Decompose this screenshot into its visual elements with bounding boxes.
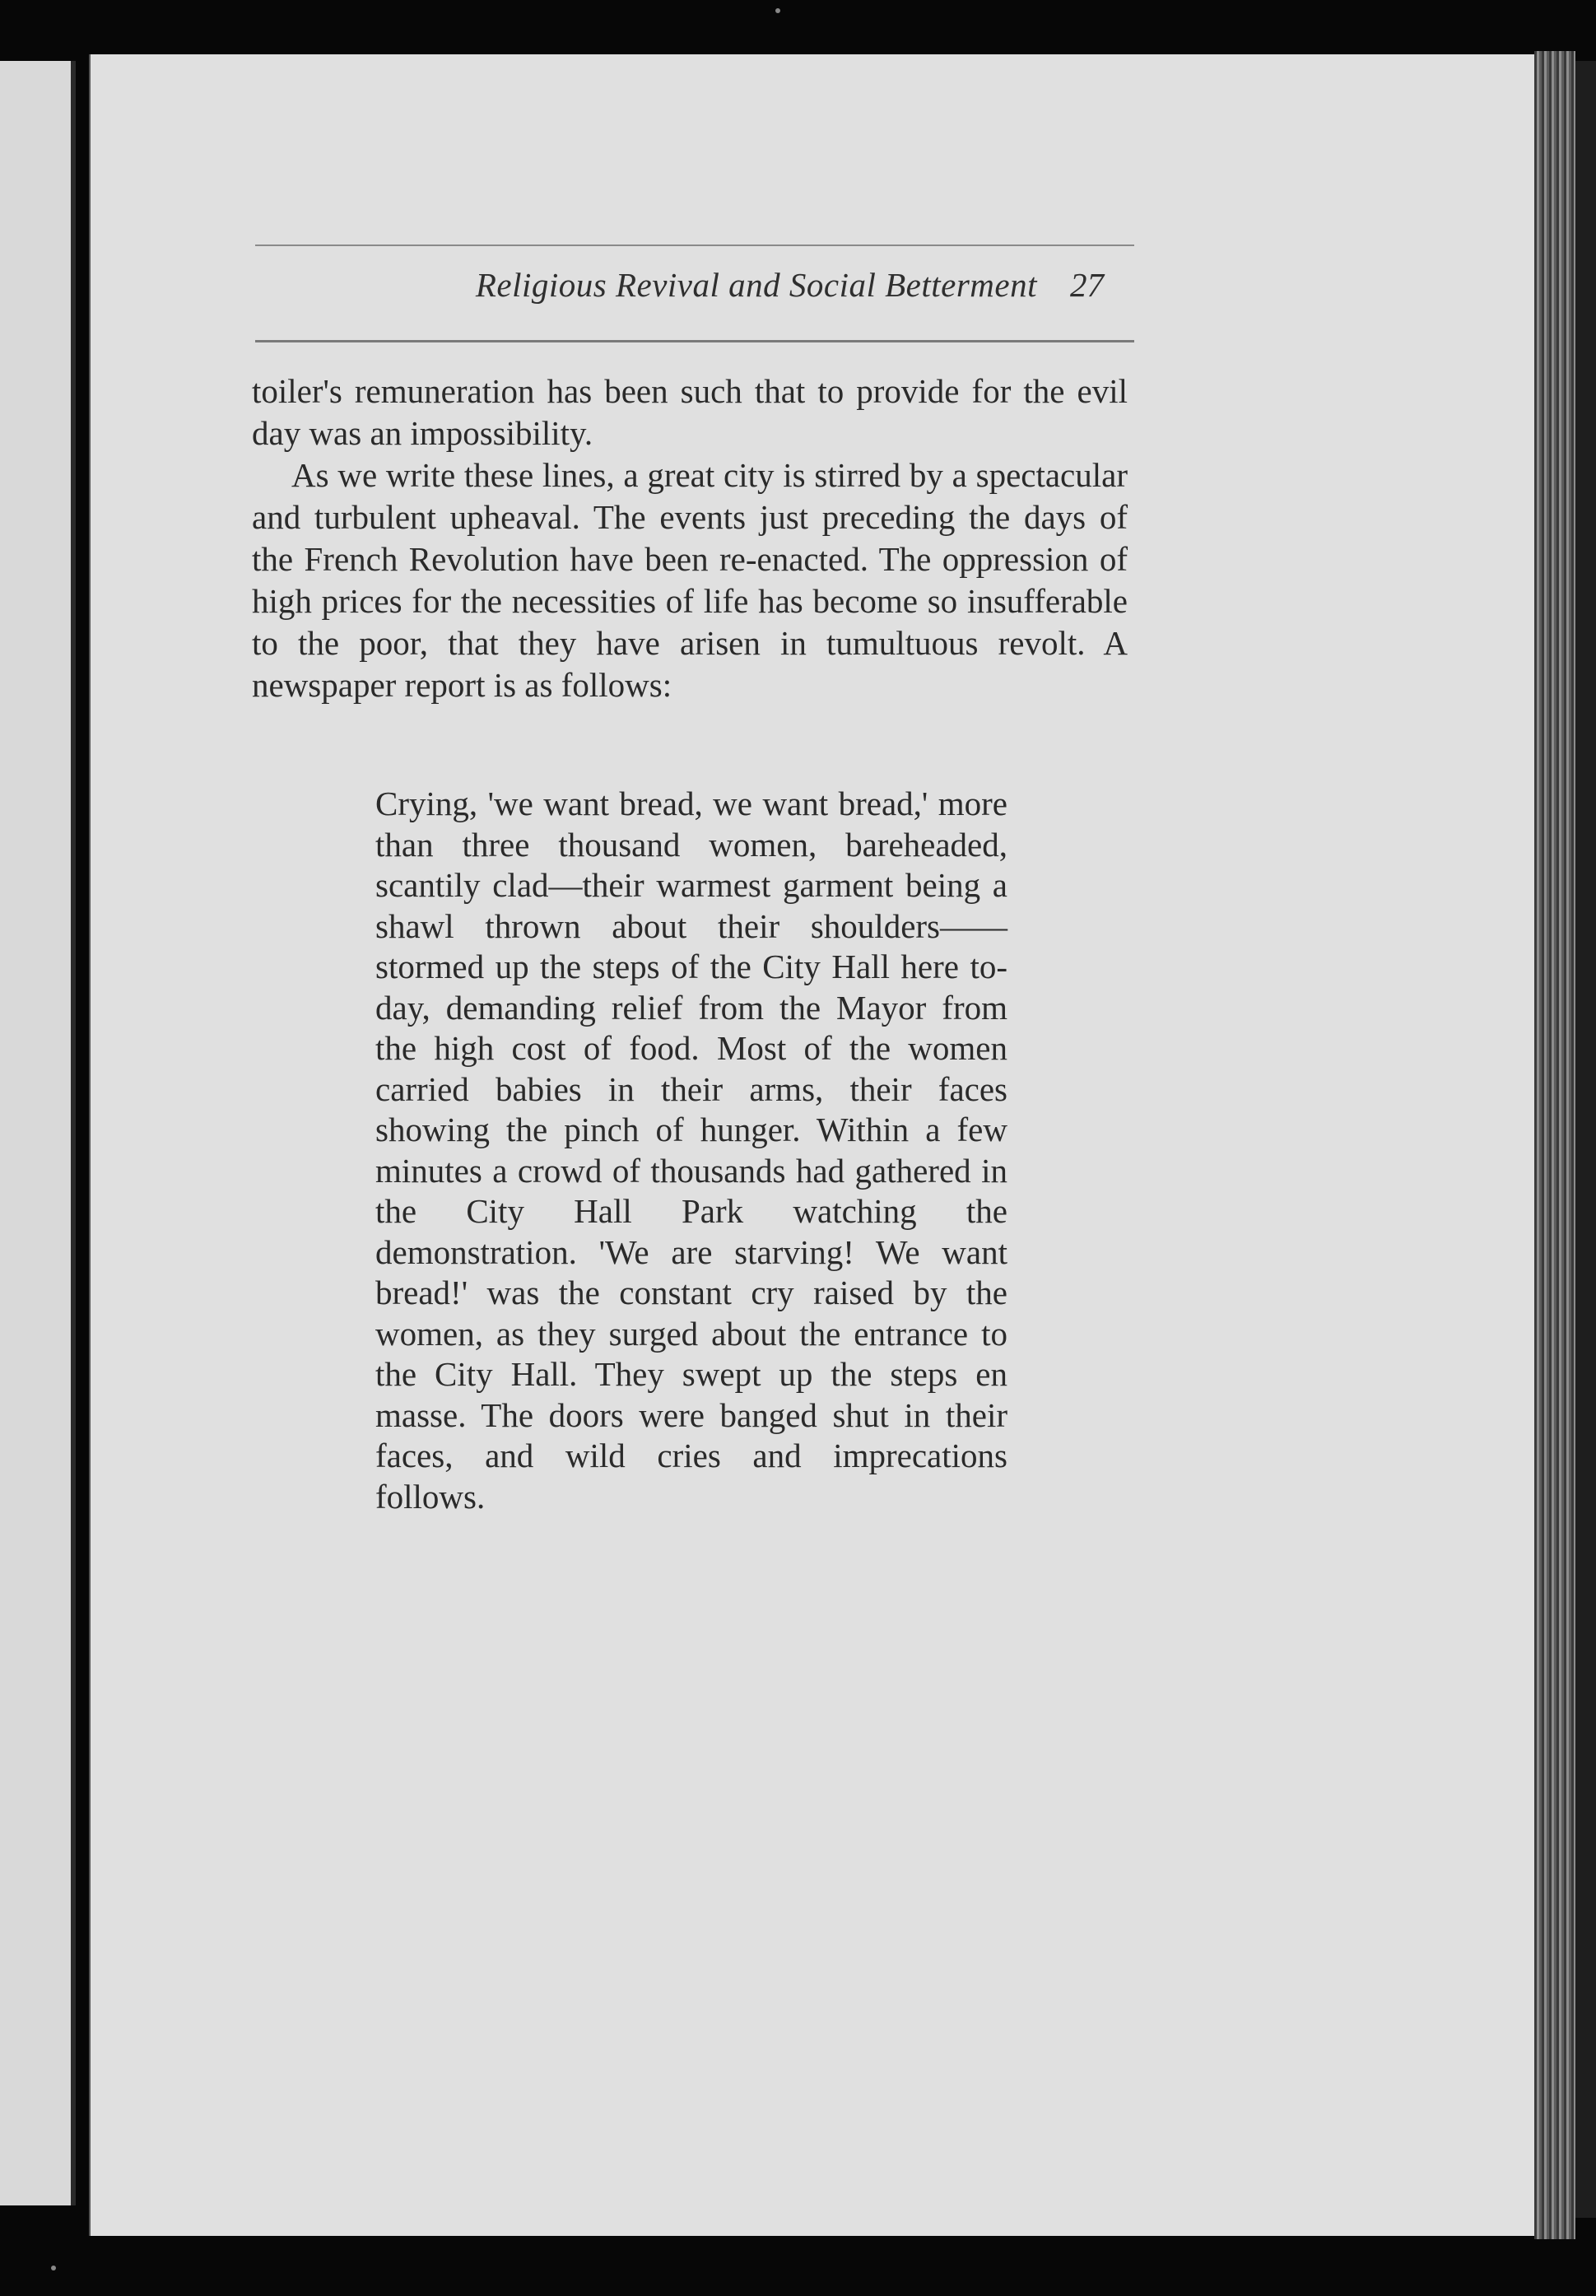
scan-speck bbox=[51, 2266, 56, 2270]
paragraph-continuation: toiler's remuneration has been such that to provide for the evil day was an impossibility. bbox=[252, 372, 1128, 452]
page-block-edges bbox=[1534, 51, 1575, 2239]
scan-speck bbox=[775, 8, 780, 13]
quoted-newspaper-report: Crying, 'we want bread, we want bread,' more than three thousand women, bareheaded, scantily clad—their warmest garment being a shawl thrown about their shoulders——stormed up the steps of the City Hall here to-day, demanding relief from the Mayor from the high cost of food. Most of the women carried babies in their arms, their faces showing the pinch of hunger. Within a few minutes a crowd of thousands had gathered in the City Hall Park watching the demonstration. 'We are starving! We want bread!' was the constant cry raised by the women, as they surged about the entrance to the City Hall. They swept up the steps en masse. The doors were banged shut in their faces, and wild cries and imprecations follows. bbox=[375, 785, 1007, 1516]
book-binding bbox=[1575, 61, 1596, 2218]
header-rule-bottom bbox=[255, 340, 1134, 342]
page-number: 27 bbox=[1070, 266, 1104, 304]
running-head: Religious Revival and Social Betterment bbox=[475, 266, 1037, 304]
paragraph-upheaval: As we write these lines, a great city is stirred by a spectacular and turbulent upheaval. The events just preceding the days of the French Revolution have been re-enacted. The oppression of high prices for the necessities of life has become so insufferable to the poor, that they have arisen in tumultuous revolt. A newspaper report is as follows: bbox=[252, 456, 1128, 704]
previous-page-edge bbox=[0, 61, 76, 2205]
block-quote bbox=[375, 784, 1007, 1517]
header-rule-top bbox=[255, 245, 1134, 246]
main-text bbox=[252, 370, 1128, 706]
